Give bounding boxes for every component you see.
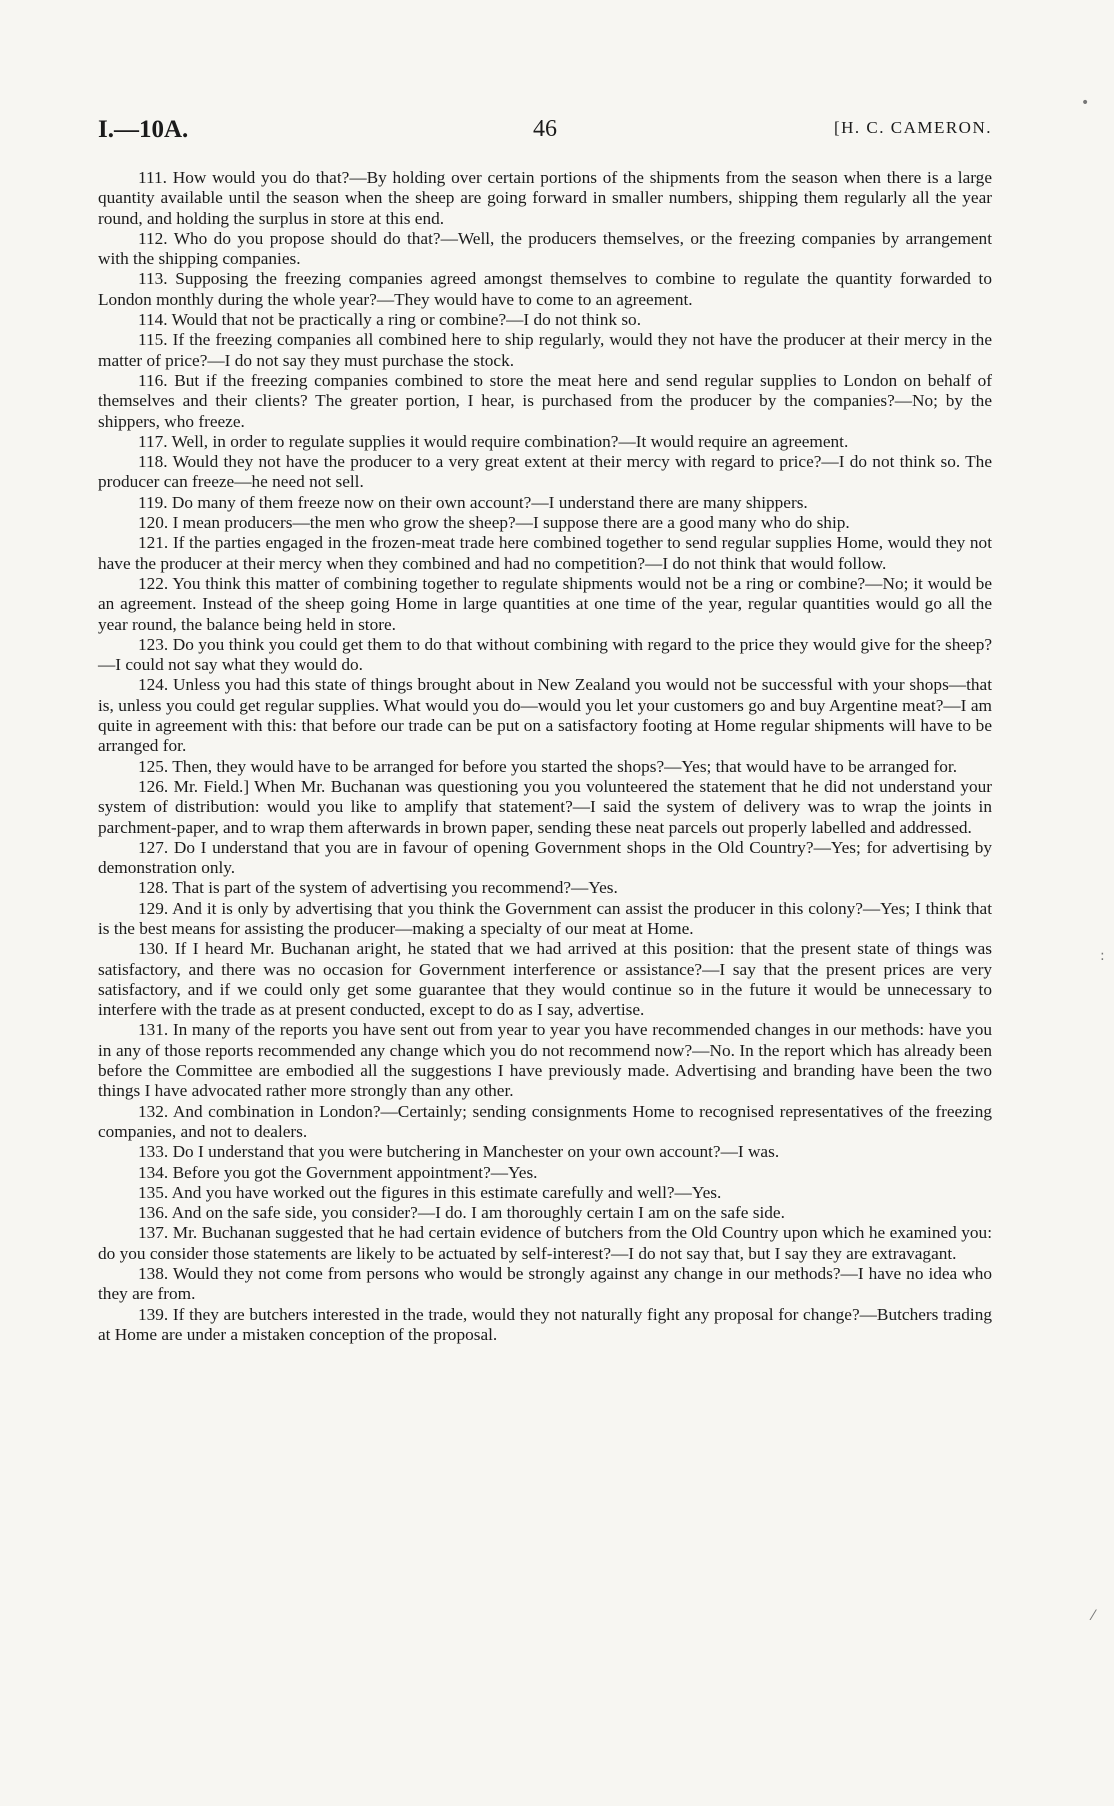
page-number: 46 <box>533 116 557 142</box>
question-135: 135. And you have worked out the figures in this estimate carefully and well?—Yes. <box>138 1182 722 1202</box>
question-117: 117. Well, in order to regulate supplies it would require combination?—It would require an agreement. <box>138 431 849 451</box>
question-114: 114. Would that not be practically a ring or combine?—I do not think so. <box>138 310 642 330</box>
question-112: 112. Who do you propose should do that?—Well, the producers themselves, or the freezing companies by arrangement with the shipping companies. <box>98 228 992 269</box>
question-137: 137. Mr. Buchanan suggested that he had certain evidence of butchers from the Old Country upon which he examined you: do you consider those statements are likely to be actuated by self-interest?—I do not say that, but I say they are extravagant. <box>98 1223 992 1263</box>
question-139: 139. If they are butchers interested in the trade, would they not naturally fight any proposal for change?—Butchers trading at Home are under a mistaken conception of the proposal. <box>98 1304 992 1344</box>
question-121: 121. If the parties engaged in the frozen-meat trade here combined together to send regular supplies Home, would they not have the producer at their mercy when they combined and had no competition?—I do not think that would follow. <box>98 533 992 573</box>
question-127: 127. Do I understand that you are in favour of opening Government shops in the Old Country?—Yes; for advertising by demonstration only. <box>98 837 992 878</box>
question-115: 115. If the freezing companies all combined here to ship regularly, would they not have the producer at their mercy in the matter of price?—I do not say they must purchase the stock. <box>98 330 992 370</box>
margin-mark: : <box>1100 948 1105 964</box>
question-125: 125. Then, they would have to be arranged for before you started the shops?—Yes; that would have to be arranged for. <box>138 756 958 776</box>
minutes-of-evidence <box>98 168 992 1345</box>
question-118: 118. Would they not have the producer to a very great extent at their mercy with regard to price?—I do not think so. The producer can freeze—he need not sell. <box>98 452 992 492</box>
question-130: 130. If I heard Mr. Buchanan aright, he stated that we had arrived at this position: that the present state of things was satisfactory, and there was no occasion for Government interference or assistance?—I say that the present prices are very satisfactory, and if we could only get some guarantee that they would continue so in the future it would be unnecessary to interfere with the trade as at present conducted, except to do as I say, advertise. <box>98 939 992 1020</box>
question-120: 120. I mean producers—the men who grow the sheep?—I suppose there are a good many who do ship. <box>138 513 850 533</box>
question-119: 119. Do many of them freeze now on their own account?—I understand there are many shippers. <box>138 492 808 512</box>
question-136: 136. And on the safe side, you consider?—I do. I am thoroughly certain I am on the safe side. <box>138 1203 785 1223</box>
question-138: 138. Would they not come from persons who would be strongly against any change in our methods?—I have no idea who they are from. <box>98 1264 992 1304</box>
question-134: 134. Before you got the Government appointment?—Yes. <box>138 1162 538 1182</box>
question-124: 124. Unless you had this state of things brought about in New Zealand you would not be successful with your shops—that is, unless you could get regular supplies. What would you do—would you let your customers go and buy Argentine meat?—I am quite in agreement with this: that before our trade can be put on a satisfactory footing at Home regular shipments will have to be arranged for. <box>98 675 992 756</box>
question-126: 126. Mr. Field.] When Mr. Buchanan was questioning you you volunteered the statement that he did not understand your system of distribution: would you like to amplify that statement?—I said the system of delivery was to wrap the joints in parchment-paper, and to wrap them afterwards in brown paper, sending these neat parcels out properly labelled and addressed. <box>98 776 992 837</box>
witness-name: [H. C. CAMERON. <box>833 118 992 137</box>
document-reference: I.—10A. <box>98 116 189 143</box>
question-111: 111. How would you do that?—By holding over certain portions of the shipments from the season when there is a large quantity available until the season when the sheep are going forward in smaller numbers, shipping them regularly all the year round, and holding the surplus in store at this end. <box>98 168 992 228</box>
question-133: 133. Do I understand that you were butchering in Manchester on your own account?—I was. <box>138 1142 780 1162</box>
question-131: 131. In many of the reports you have sent out from year to year you have recommended changes in our methods: have you in any of those reports recommended any change which you do not recommend now?—No. In the report which has already been before the Committee are embodied all the suggestions I have previously made. Advertising and branding have been the two things I have advocated rather more strongly than any other. <box>98 1020 992 1101</box>
question-123: 123. Do you think you could get them to do that without combining with regard to the price they would give for the sheep?—I could not say what they would do. <box>98 634 992 675</box>
page-header <box>98 116 992 150</box>
question-128: 128. That is part of the system of advertising you recommend?—Yes. <box>138 878 618 898</box>
question-113: 113. Supposing the freezing companies agreed amongst themselves to combine to regulate the quantity forwarded to London monthly during the whole year?—They would have to come to an agreement. <box>98 269 992 309</box>
margin-mark: • <box>1081 95 1090 111</box>
question-129: 129. And it is only by advertising that you think the Government can assist the producer in this colony?—Yes; I think that is the best means for assisting the producer—making a specialty of our meat at Home. <box>98 898 992 938</box>
question-132: 132. And combination in London?—Certainly; sending consignments Home to recognised representatives of the freezing companies, and not to dealers. <box>98 1101 992 1141</box>
question-122: 122. You think this matter of combining together to regulate shipments would not be a ring or combine?—No; it would be an agreement. Instead of the sheep going Home in large quantities at one time of the year, regular quantities would go all the year round, the balance being held in store. <box>98 573 992 634</box>
question-116: 116. But if the freezing companies combined to store the meat here and send regular supplies to London on behalf of themselves and their clients? The greater portion, I hear, is purchased from the producer by the companies?—No; by the shippers, who freeze. <box>98 370 992 431</box>
margin-mark: ⁄ <box>1092 1608 1095 1624</box>
